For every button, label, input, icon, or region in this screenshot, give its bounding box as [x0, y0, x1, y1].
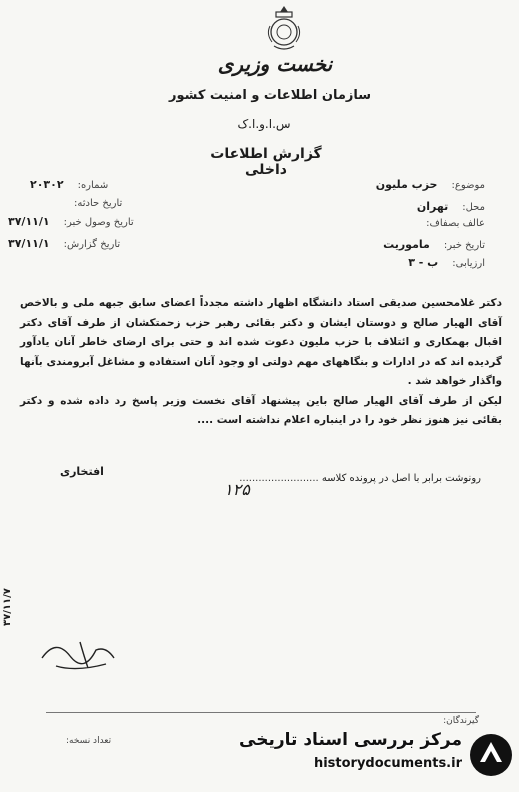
meta-evaluation-label: ارزیابی: [452, 258, 485, 269]
file-number: ۱۲۵ [224, 480, 250, 499]
meta-place-value: تهران [416, 200, 449, 213]
meta-evaluation [408, 256, 485, 269]
meta-received-date-value: ۳۷/۱۱/۱ [8, 215, 50, 228]
meta-place-label: محل: [462, 202, 485, 213]
meta-doc-number-label: شماره: [77, 180, 109, 191]
meta-action-date-label: تاریخ حادثه: [74, 198, 123, 209]
watermark-url: historydocuments.ir [313, 756, 462, 771]
meta-evaluation-value: ب - ۳ [408, 256, 439, 269]
watermark [232, 726, 516, 786]
meta-info-date-value: ماموریت [383, 238, 430, 251]
issuer-title: نخست وزیری [217, 52, 333, 76]
meta-source [412, 216, 485, 229]
footer-divider [46, 712, 476, 713]
archive-logo-icon [468, 732, 514, 778]
initial-name: افتخاری [60, 465, 104, 478]
meta-subject [376, 178, 485, 191]
report-paragraph: لیکن از طرف آقای الهیار صالح باین پیشنهاد آقای نخست وزیر پاسخ رد داده شده و دکتر بقائی نیز هنوز نظر خود را در اینباره اعلام نداشته است .... [20, 394, 502, 426]
meta-doc-number-value: ۲۰۳۰۲ [30, 178, 64, 191]
meta-report-date-value: ۳۷/۱۱/۱ [8, 237, 50, 250]
lion-and-sun-emblem-icon [262, 4, 306, 54]
handwritten-signature-icon [36, 628, 132, 678]
report-type: گزارش اطلاعات داخلی [210, 146, 322, 178]
report-paragraph: دکتر غلامحسین صدیقی استاد دانشگاه اظهار داشته مجدداً اعضای سابق جبهه ملی و بالاخص آقای الهیار صالح و دوستان ایشان و دکتر بقائی رهبر حزب زحمتکشان از طرف آقای دکتر اقبال بهمکاری و ائتلاف با حزب ملیون دعوت شده اند و حتی برای ارضای خاطر آنان یادآور گردیده اند که در ادارات و بنگاههای مهم دولتی او وجود آنان استفاده و مشاغل آبرومندی بآنها واگذار خواهد شد . [20, 297, 502, 387]
meta-received-date [8, 215, 134, 228]
meta-subject-label: موضوع: [451, 180, 485, 191]
meta-received-date-label: تاریخ وصول خبر: [63, 217, 134, 228]
meta-report-date-label: تاریخ گزارش: [63, 239, 121, 250]
meta-subject-value: حزب ملیون [375, 178, 438, 191]
copy-note-dots: ......................... [239, 473, 319, 484]
meta-report-date [8, 237, 120, 250]
meta-source-label: عالف بصفاف: [426, 218, 485, 229]
side-date-stamp: ۳۷/۱۱/۷ [2, 588, 13, 626]
meta-action-date [60, 196, 122, 209]
recipients-label: گیرندگان: [443, 716, 479, 726]
meta-doc-number [30, 178, 108, 191]
organization-name: سازمان اطلاعات و امنیت کشور [168, 88, 372, 103]
organization-code: س.ا.و.ا.ک [237, 117, 291, 131]
copy-note: رونوشت برابر با اصل در پرونده کلاسه [321, 473, 481, 484]
watermark-title: مرکز بررسی اسناد تاریخی [239, 730, 462, 750]
meta-info-date [383, 238, 485, 251]
meta-info-date-label: تاریخ خبر: [443, 240, 485, 251]
copies-label: تعداد نسخه: [66, 736, 112, 746]
report-body [20, 294, 502, 431]
meta-place [417, 200, 485, 213]
